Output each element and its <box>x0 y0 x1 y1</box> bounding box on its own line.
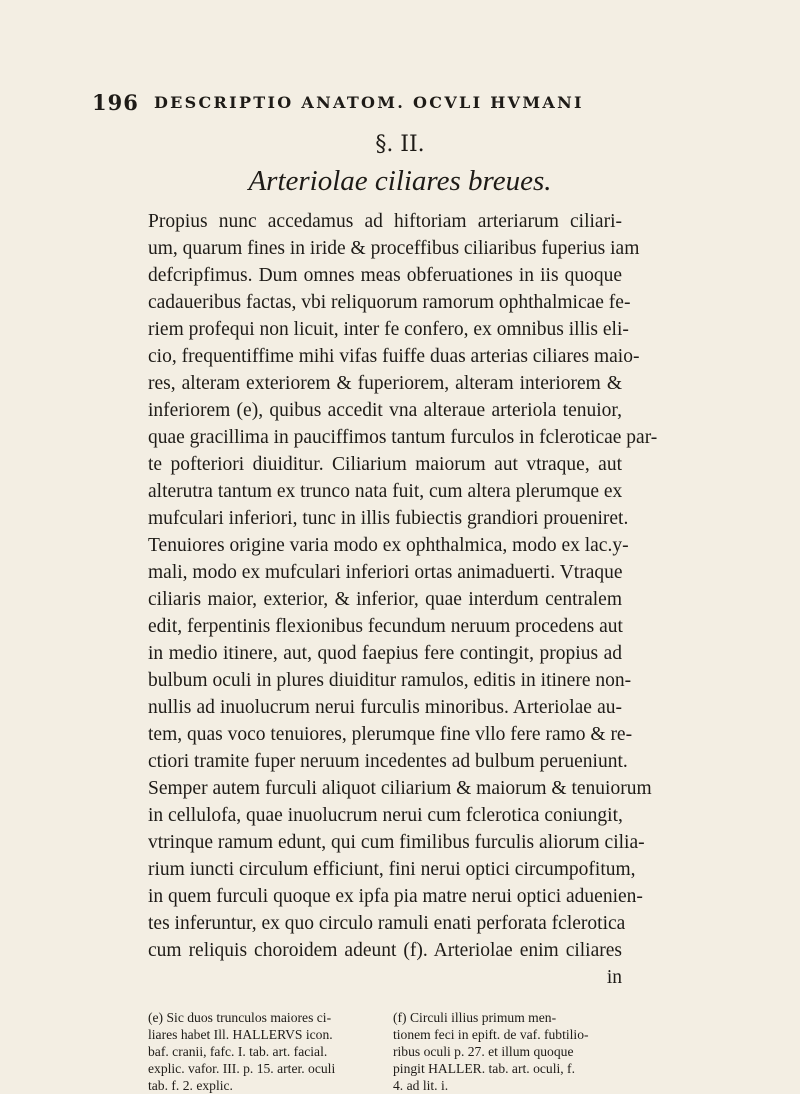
text-line: inferiorem (e), quibus accedit vna alteraue arteriola tenuior, <box>148 400 622 421</box>
text-line: cio, frequentiffime mihi vifas fuiffe duas arterias ciliares maio- <box>148 346 640 367</box>
text-line: mali, modo ex mufculari inferiori ortas animaduerti. Vtraque <box>148 562 623 583</box>
footnote-line: 4. ad lit. i. <box>393 1078 449 1093</box>
page-header <box>92 90 702 114</box>
footnote-e <box>148 1009 378 1094</box>
footnote-line: explic. vafor. III. p. 15. arter. oculi <box>148 1061 336 1076</box>
page-number: 196 <box>92 90 139 115</box>
text-line: cum reliquis choroidem adeunt (f). Arteriolae enim ciliares <box>148 940 622 961</box>
text-line: te pofteriori diuiditur. Ciliarium maiorum aut vtraque, aut <box>148 454 622 475</box>
text-line: ciliaris maior, exterior, & inferior, quae interdum centralem <box>148 589 622 610</box>
text-line: Propius nunc accedamus ad hiftoriam arteriarum ciliari- <box>148 211 622 232</box>
footnote-f <box>393 1009 623 1094</box>
running-head: DESCRIPTIO ANATOM. OCVLI HVMANI <box>154 93 584 112</box>
footnote-line: ribus oculi p. 27. et illum quoque <box>393 1044 574 1059</box>
text-line: in <box>606 967 622 988</box>
text-line: tem, quas voco tenuiores, plerumque fine vllo fere ramo & re- <box>148 724 633 745</box>
text-line: nullis ad inuolucrum nerui furculis minoribus. Arteriolae au- <box>148 697 622 718</box>
text-line: vtrinque ramum edunt, qui cum fimilibus furculis aliorum cilia- <box>148 832 645 853</box>
text-line: ctiori tramite fuper neruum incedentes ad bulbum perueniunt. <box>148 751 628 772</box>
text-line: alterutra tantum ex trunco nata fuit, cum altera plerumque ex <box>148 481 623 502</box>
text-line: rium iuncti circulum efficiunt, fini nerui optici circumpofitum, <box>148 859 636 880</box>
footnote-line: (f) Circuli illius primum men- <box>393 1010 557 1025</box>
footnote-line: baf. cranii, fafc. I. tab. art. facial. <box>148 1044 328 1059</box>
section-title: Arteriolae ciliares breues. <box>248 165 552 197</box>
text-line: in quem furculi quoque ex ipfa pia matre nerui optici aduenien- <box>148 886 643 907</box>
text-line: tes inferuntur, ex quo circulo ramuli enati perforata fclerotica <box>148 913 626 934</box>
text-line: defcripfimus. Dum omnes meas obferuationes in iis quoque <box>148 265 622 286</box>
text-line: res, alteram exteriorem & fuperiorem, alteram interiorem & <box>148 373 622 394</box>
footnote-line: tionem feci in epift. de vaf. fubtilio- <box>393 1027 589 1042</box>
text-line: in cellulofa, quae inuolucrum nerui cum fclerotica coniungit, <box>148 805 623 826</box>
section-number: §. II. <box>375 132 425 157</box>
footnote-line: tab. f. 2. explic. <box>148 1078 233 1093</box>
text-line: riem profequi non licuit, inter fe confero, ex omnibus illis eli- <box>148 319 629 340</box>
text-line: quae gracillima in pauciffimos tantum furculos in fcleroticae par- <box>148 427 658 448</box>
footnote-line: (e) Sic duos trunculos maiores ci- <box>148 1010 332 1025</box>
text-line: mufculari inferiori, tunc in illis fubiectis grandiori proueniret. <box>148 508 629 529</box>
text-line: Tenuiores origine varia modo ex ophthalmica, modo ex lac.y- <box>148 535 629 556</box>
text-line: in medio itinere, aut, quod faepius fere contingit, propius ad <box>148 643 622 664</box>
text-line: Semper autem furculi aliquot ciliarium & maiorum & tenuiorum <box>148 778 652 799</box>
text-line: um, quarum fines in iride & proceffibus ciliaribus fuperius iam <box>148 238 640 259</box>
body-text <box>148 208 658 991</box>
footnote-line: liares habet Ill. HALLERVS icon. <box>148 1027 333 1042</box>
text-line: cadaueribus factas, vbi reliquorum ramorum ophthalmicae fe- <box>148 292 631 313</box>
footnote-line: pingit HALLER. tab. art. oculi, f. <box>393 1061 575 1076</box>
text-line: edit, ferpentinis flexionibus fecundum neruum procedens aut <box>148 616 623 637</box>
text-line: bulbum oculi in plures diuiditur ramulos, editis in itinere non- <box>148 670 632 691</box>
